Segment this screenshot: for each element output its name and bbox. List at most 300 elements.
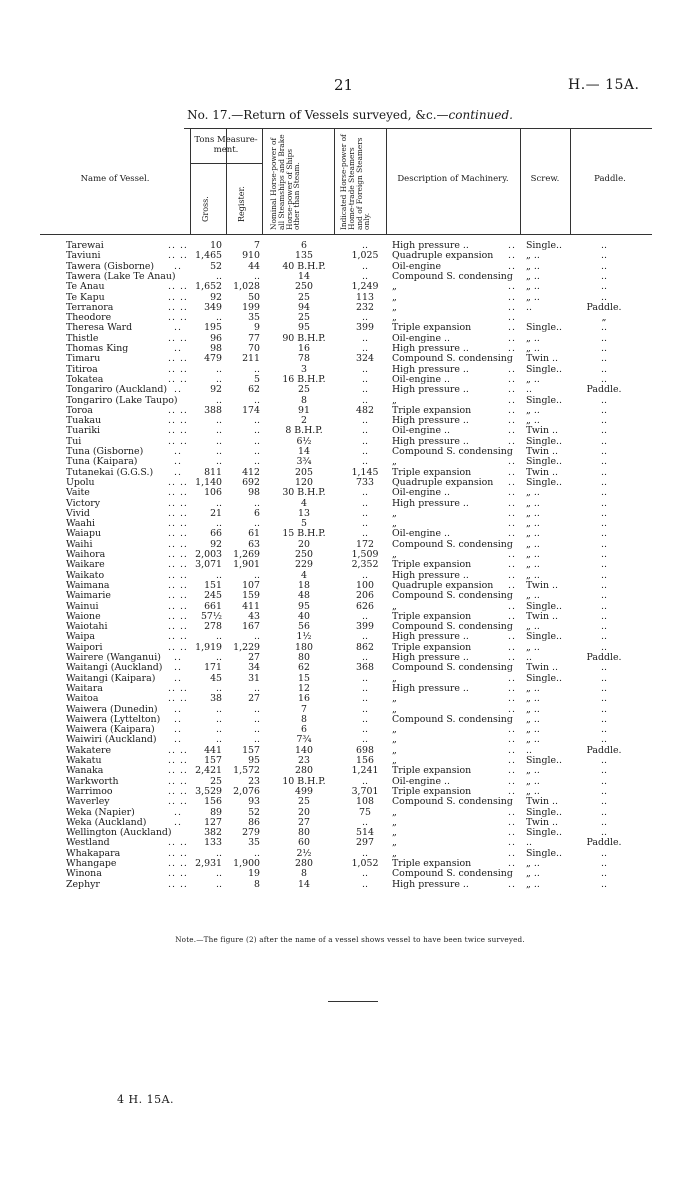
gross-tons: 1,919 xyxy=(195,641,222,653)
screw-type: „ .. xyxy=(526,734,540,746)
screw-type: „ .. xyxy=(526,569,540,581)
leader-dots: .. xyxy=(508,456,516,468)
indicated-horse-power: .. xyxy=(362,652,368,663)
nominal-horse-power: 78 xyxy=(298,353,310,365)
leader-dots: .. xyxy=(508,487,516,499)
vessel-name: Tawera (Lake Te Anau) xyxy=(66,270,176,282)
machinery-description: Compound S. condensing xyxy=(392,446,513,457)
gross-tons: 89 xyxy=(210,806,222,818)
paddle-type: .. xyxy=(601,693,607,705)
vessel-name: Waitara xyxy=(66,682,103,694)
table-row xyxy=(0,622,700,632)
table-row xyxy=(0,365,700,375)
register-tons: .. xyxy=(254,456,260,468)
table-row xyxy=(0,241,700,251)
screw-type: Single.. xyxy=(526,600,562,612)
nominal-horse-power: 62 xyxy=(298,662,310,674)
table-row xyxy=(0,293,700,303)
leader-dots: .. .. xyxy=(168,415,188,427)
machinery-description: High pressure .. xyxy=(392,631,469,643)
register-tons: .. xyxy=(254,847,260,859)
leader-dots: .. xyxy=(508,332,516,344)
leader-dots: .. .. xyxy=(168,332,188,344)
gross-tons: 2,931 xyxy=(195,858,222,869)
screw-type: „ .. xyxy=(526,518,540,530)
screw-type: „ .. xyxy=(526,724,540,736)
table-row xyxy=(0,396,700,406)
nominal-horse-power: 25 xyxy=(298,312,310,324)
indicated-horse-power: 3,701 xyxy=(351,785,379,797)
vessel-name: Waahi xyxy=(66,518,96,530)
gross-tons: .. xyxy=(216,497,222,509)
table-row xyxy=(0,457,700,467)
leader-dots: .. xyxy=(508,693,516,705)
paddle-type: .. xyxy=(601,796,607,808)
leader-dots: .. xyxy=(508,878,516,890)
indicated-horse-power: 482 xyxy=(356,404,374,416)
vessel-name: Waipori xyxy=(66,641,103,653)
paddle-type: .. xyxy=(601,816,607,828)
header-screw: Screw. xyxy=(530,174,560,184)
paddle-type: Paddle. xyxy=(586,744,622,756)
leader-dots: .. xyxy=(174,322,182,334)
register-tons: 692 xyxy=(242,476,260,488)
paddle-type: .. xyxy=(601,775,607,787)
nominal-horse-power: 16 xyxy=(298,693,310,705)
paddle-type: .. xyxy=(601,270,607,282)
vessel-name: Tuna (Gisborne) xyxy=(66,446,144,457)
register-tons: .. xyxy=(254,703,260,715)
leader-dots: .. xyxy=(174,713,182,725)
machinery-description: „ xyxy=(392,281,397,293)
leader-dots: .. .. xyxy=(168,590,188,602)
nominal-horse-power: 12 xyxy=(298,682,310,694)
gross-tons: 151 xyxy=(204,579,222,591)
leader-dots: .. xyxy=(508,394,516,406)
tons-subheader-rule xyxy=(190,163,262,164)
indicated-horse-power: .. xyxy=(362,270,368,282)
screw-type: Single.. xyxy=(526,435,562,447)
column-rule xyxy=(262,128,263,235)
indicated-horse-power: 1,052 xyxy=(351,858,379,869)
gross-tons: 127 xyxy=(204,816,222,828)
leader-dots: .. xyxy=(508,569,516,581)
screw-type: „ .. xyxy=(526,713,540,725)
table-row xyxy=(0,344,700,354)
screw-type: .. xyxy=(526,744,532,756)
indicated-horse-power: 324 xyxy=(356,353,374,365)
header-nominal-horse-power: Nominal Horse-power of all Steamships and Brake Horse-power of Ships other than Steam. xyxy=(269,134,302,230)
screw-type: „ .. xyxy=(526,538,540,550)
vessel-name: Toroa xyxy=(66,404,93,416)
paddle-type: Paddle. xyxy=(586,652,622,663)
gross-tons: .. xyxy=(216,652,222,663)
table-row xyxy=(0,859,700,869)
footer-code: 4 H. 15A. xyxy=(117,1093,175,1106)
nominal-horse-power: 2½ xyxy=(296,847,312,859)
register-tons: 23 xyxy=(248,775,260,787)
screw-type: „ .. xyxy=(526,404,540,416)
machinery-description: „ xyxy=(392,703,397,715)
leader-dots: .. xyxy=(508,518,516,530)
gross-tons: .. xyxy=(216,446,222,457)
nominal-horse-power: 80 xyxy=(298,827,310,839)
vessel-name: Wainui xyxy=(66,600,99,612)
nominal-horse-power: 8 xyxy=(301,868,307,880)
nominal-horse-power: 180 xyxy=(295,641,313,653)
machinery-description: High pressure .. xyxy=(392,569,469,581)
machinery-description: „ xyxy=(392,549,397,560)
header-bottom-rule xyxy=(40,234,652,235)
leader-dots: .. xyxy=(508,425,516,437)
register-tons: .. xyxy=(254,724,260,736)
indicated-horse-power: .. xyxy=(362,847,368,859)
gross-tons: .. xyxy=(216,456,222,468)
table-title-continued: continued. xyxy=(448,108,513,122)
machinery-description: „ xyxy=(392,744,397,756)
paddle-type: .. xyxy=(601,446,607,457)
nominal-horse-power: 40 xyxy=(298,610,310,622)
register-tons: 19 xyxy=(248,868,260,880)
screw-type: Twin .. xyxy=(526,816,558,828)
register-tons: 43 xyxy=(248,610,260,622)
indicated-horse-power: 206 xyxy=(356,590,374,602)
machinery-description: Compound S. condensing xyxy=(392,621,513,633)
machinery-description: High pressure .. xyxy=(392,343,469,354)
table-row xyxy=(0,529,700,539)
paddle-type: Paddle. xyxy=(586,837,622,849)
vessel-name: Tuakau xyxy=(66,415,102,427)
nominal-horse-power: 15 B.H.P. xyxy=(282,528,326,540)
vessel-name: Waitangi (Auckland) xyxy=(66,662,163,674)
register-tons: 5 xyxy=(254,373,260,385)
nominal-horse-power: 40 B.H.P. xyxy=(282,260,326,272)
indicated-horse-power: .. xyxy=(362,878,368,890)
leader-dots: .. xyxy=(174,384,182,396)
indicated-horse-power: .. xyxy=(362,569,368,581)
leader-dots: .. .. xyxy=(168,755,188,766)
table-row xyxy=(0,251,700,261)
nominal-horse-power: 1½ xyxy=(296,631,312,643)
document-code: H.— 15A. xyxy=(568,77,640,93)
paddle-type: .. xyxy=(601,878,607,890)
gross-tons: .. xyxy=(216,878,222,890)
indicated-horse-power: .. xyxy=(362,682,368,694)
register-tons: 31 xyxy=(248,672,260,684)
paddle-type: .. xyxy=(601,590,607,602)
table-row xyxy=(0,468,700,478)
machinery-description: Compound S. condensing xyxy=(392,353,513,365)
nominal-horse-power: 16 xyxy=(298,343,310,354)
register-tons: .. xyxy=(254,425,260,437)
table-note: Note.—The figure (2) after the name of a vessel shows vessel to have been twice surveyed. xyxy=(175,935,525,944)
nominal-horse-power: 16 B.H.P. xyxy=(282,373,326,385)
vessel-name: Wakatere xyxy=(66,744,112,756)
indicated-horse-power: 2,352 xyxy=(351,559,379,571)
nominal-horse-power: 14 xyxy=(298,270,310,282)
paddle-type: .. xyxy=(601,281,607,293)
vessel-name: Victory xyxy=(66,497,101,509)
indicated-horse-power: .. xyxy=(362,775,368,787)
machinery-description: Oil-engine .. xyxy=(392,373,450,385)
gross-tons: .. xyxy=(216,703,222,715)
nominal-horse-power: 25 xyxy=(298,796,310,808)
vessel-name: Tarewai xyxy=(66,240,104,251)
register-tons: 1,269 xyxy=(233,549,260,560)
screw-type: Single.. xyxy=(526,827,562,839)
machinery-description: Triple expansion xyxy=(392,559,472,571)
register-tons: 167 xyxy=(242,621,260,633)
paddle-type: .. xyxy=(601,672,607,684)
gross-tons: 3,529 xyxy=(195,785,222,797)
register-tons: .. xyxy=(254,518,260,530)
screw-type: „ .. xyxy=(526,703,540,715)
gross-tons: 3,071 xyxy=(195,559,222,571)
leader-dots: .. xyxy=(508,847,516,859)
table-row xyxy=(0,416,700,426)
leader-dots: .. xyxy=(508,631,516,643)
vessel-name: Zephyr xyxy=(66,878,100,890)
screw-type: „ .. xyxy=(526,415,540,427)
leader-dots: .. xyxy=(508,775,516,787)
vessel-name: Whakapara xyxy=(66,847,121,859)
table-row xyxy=(0,560,700,570)
machinery-description: Oil-engine .. xyxy=(392,332,450,344)
vessel-name: Tutanekai (G.G.S.) xyxy=(66,466,154,478)
paddle-type: .. xyxy=(601,703,607,715)
screw-type: Twin .. xyxy=(526,353,558,365)
table-row xyxy=(0,426,700,436)
vessel-name: Waiwera (Dunedin) xyxy=(66,703,158,715)
paddle-type: .. xyxy=(601,755,607,766)
screw-type: Single.. xyxy=(526,363,562,375)
paddle-type: .. xyxy=(601,868,607,880)
indicated-horse-power: 156 xyxy=(356,755,374,766)
nominal-horse-power: 56 xyxy=(298,621,310,633)
paddle-type: .. xyxy=(601,404,607,416)
register-tons: .. xyxy=(254,415,260,427)
machinery-description: „ xyxy=(392,456,397,468)
screw-type: „ .. xyxy=(526,497,540,509)
table-row xyxy=(0,519,700,529)
table-row xyxy=(0,797,700,807)
machinery-description: „ xyxy=(392,693,397,705)
table-row xyxy=(0,550,700,560)
indicated-horse-power: 626 xyxy=(356,600,374,612)
register-tons: .. xyxy=(254,270,260,282)
vessel-name: Warrimoo xyxy=(66,785,113,797)
machinery-description: High pressure .. xyxy=(392,435,469,447)
screw-type: „ .. xyxy=(526,868,540,880)
page-number: 21 xyxy=(334,76,354,94)
leader-dots: .. .. xyxy=(168,435,188,447)
indicated-horse-power: .. xyxy=(362,384,368,396)
screw-type: „ .. xyxy=(526,641,540,653)
register-tons: .. xyxy=(254,497,260,509)
nominal-horse-power: 7 xyxy=(301,703,307,715)
indicated-horse-power: 1,145 xyxy=(351,466,379,478)
machinery-description: High pressure .. xyxy=(392,415,469,427)
screw-type: „ .. xyxy=(526,621,540,633)
register-tons: 2,076 xyxy=(233,785,260,797)
register-tons: 1,901 xyxy=(233,559,260,571)
leader-dots: .. .. xyxy=(168,858,188,869)
paddle-type: .. xyxy=(601,827,607,839)
leader-dots: .. .. xyxy=(168,425,188,437)
leader-dots: .. xyxy=(508,672,516,684)
register-tons: .. xyxy=(254,569,260,581)
leader-dots: .. .. xyxy=(168,281,188,293)
vessel-name: Waiotahi xyxy=(66,621,108,633)
leader-dots: .. .. xyxy=(168,837,188,849)
screw-type: Single.. xyxy=(526,672,562,684)
nominal-horse-power: 20 xyxy=(298,538,310,550)
machinery-description: Triple expansion xyxy=(392,404,472,416)
paddle-type: .. xyxy=(601,343,607,354)
table-row xyxy=(0,478,700,488)
leader-dots: .. xyxy=(174,446,182,457)
screw-type: Twin .. xyxy=(526,466,558,478)
indicated-horse-power: .. xyxy=(362,868,368,880)
nominal-horse-power: 3 xyxy=(301,363,307,375)
leader-dots: .. xyxy=(508,281,516,293)
leader-dots: .. xyxy=(174,260,182,272)
leader-dots: .. xyxy=(508,384,516,396)
header-description: Description of Machinery. xyxy=(397,174,509,184)
screw-type: Twin .. xyxy=(526,662,558,674)
indicated-horse-power: 514 xyxy=(356,827,374,839)
gross-tons: .. xyxy=(216,394,222,406)
gross-tons: 811 xyxy=(204,466,222,478)
nominal-horse-power: 14 xyxy=(298,878,310,890)
screw-type: Single.. xyxy=(526,322,562,334)
register-tons: 86 xyxy=(248,816,260,828)
gross-tons: .. xyxy=(216,435,222,447)
nominal-horse-power: 27 xyxy=(298,816,310,828)
table-row xyxy=(0,880,700,890)
leader-dots: .. xyxy=(508,404,516,416)
indicated-horse-power: .. xyxy=(362,610,368,622)
vessel-name: Waiwera (Lyttelton) xyxy=(66,713,161,725)
machinery-description: „ xyxy=(392,672,397,684)
machinery-description: „ xyxy=(392,394,397,406)
vessel-name: Waverley xyxy=(66,796,110,808)
leader-dots: .. xyxy=(174,816,182,828)
vessel-name: Tuna (Kaipara) xyxy=(66,456,138,468)
vessel-name: Westland xyxy=(66,837,110,849)
leader-dots: .. .. xyxy=(168,404,188,416)
leader-dots: .. xyxy=(508,641,516,653)
vessel-name: Tongariro (Auckland) xyxy=(66,384,168,396)
indicated-horse-power: 1,025 xyxy=(351,250,379,262)
paddle-type: Paddle. xyxy=(586,301,622,313)
gross-tons: .. xyxy=(216,312,222,324)
vessel-name: Te Anau xyxy=(66,281,105,293)
vessel-name: Waikare xyxy=(66,559,105,571)
register-tons: 1,900 xyxy=(233,858,260,869)
nominal-horse-power: 95 xyxy=(298,600,310,612)
leader-dots: .. .. xyxy=(168,600,188,612)
table-row xyxy=(0,406,700,416)
screw-type: „ .. xyxy=(526,775,540,787)
leader-dots: .. xyxy=(508,415,516,427)
register-tons: 34 xyxy=(248,662,260,674)
machinery-description: „ xyxy=(392,847,397,859)
screw-type: „ .. xyxy=(526,281,540,293)
column-rule xyxy=(386,128,387,235)
machinery-description: Triple expansion xyxy=(392,322,472,334)
leader-dots: .. xyxy=(174,734,182,746)
register-tons: 8 xyxy=(254,878,260,890)
screw-type: Single.. xyxy=(526,240,562,251)
screw-type: Twin .. xyxy=(526,796,558,808)
vessel-name: Waitangi (Kaipara) xyxy=(66,672,156,684)
indicated-horse-power: .. xyxy=(362,518,368,530)
gross-tons: 38 xyxy=(210,693,222,705)
gross-tons: 25 xyxy=(210,775,222,787)
paddle-type: .. xyxy=(601,322,607,334)
header-gross: Gross. xyxy=(201,196,210,222)
leader-dots: .. xyxy=(508,806,516,818)
paddle-type: .. xyxy=(601,528,607,540)
machinery-description: Oil-engine .. xyxy=(392,528,450,540)
machinery-description: High pressure .. xyxy=(392,497,469,509)
indicated-horse-power: .. xyxy=(362,435,368,447)
gross-tons: 157 xyxy=(204,755,222,766)
gross-tons: 382 xyxy=(204,827,222,839)
indicated-horse-power: .. xyxy=(362,312,368,324)
screw-type: „ .. xyxy=(526,487,540,499)
leader-dots: .. xyxy=(508,312,516,324)
paddle-type: .. xyxy=(601,631,607,643)
vessel-name: Taviuni xyxy=(66,250,101,262)
register-tons: .. xyxy=(254,394,260,406)
indicated-horse-power: 399 xyxy=(356,322,374,334)
indicated-horse-power: 1,509 xyxy=(351,549,379,560)
gross-tons: .. xyxy=(216,425,222,437)
indicated-horse-power: 75 xyxy=(359,806,371,818)
paddle-type: .. xyxy=(601,662,607,674)
nominal-horse-power: 25 xyxy=(298,384,310,396)
screw-type: „ .. xyxy=(526,549,540,560)
leader-dots: .. xyxy=(508,703,516,715)
nominal-horse-power: 94 xyxy=(298,301,310,313)
register-tons: 27 xyxy=(248,693,260,705)
machinery-description: High pressure .. xyxy=(392,363,469,375)
nominal-horse-power: 6 xyxy=(301,240,307,251)
column-rule xyxy=(190,128,191,235)
register-tons: 61 xyxy=(248,528,260,540)
leader-dots: .. xyxy=(174,466,182,478)
machinery-description: High pressure .. xyxy=(392,240,469,251)
indicated-horse-power: 399 xyxy=(356,621,374,633)
machinery-description: Compound S. condensing xyxy=(392,538,513,550)
table-row xyxy=(0,705,700,715)
paddle-type: .. xyxy=(601,466,607,478)
indicated-horse-power: .. xyxy=(362,240,368,251)
leader-dots: .. xyxy=(508,260,516,272)
leader-dots: .. .. xyxy=(168,497,188,509)
leader-dots: .. xyxy=(508,343,516,354)
paddle-type: .. xyxy=(601,600,607,612)
machinery-description: Oil-engine .. xyxy=(392,425,450,437)
vessel-name: Timaru xyxy=(66,353,101,365)
nominal-horse-power: 140 xyxy=(295,744,313,756)
register-tons: 50 xyxy=(248,291,260,303)
table-row xyxy=(0,385,700,395)
vessel-name: Upolu xyxy=(66,476,95,488)
register-tons: 159 xyxy=(242,590,260,602)
